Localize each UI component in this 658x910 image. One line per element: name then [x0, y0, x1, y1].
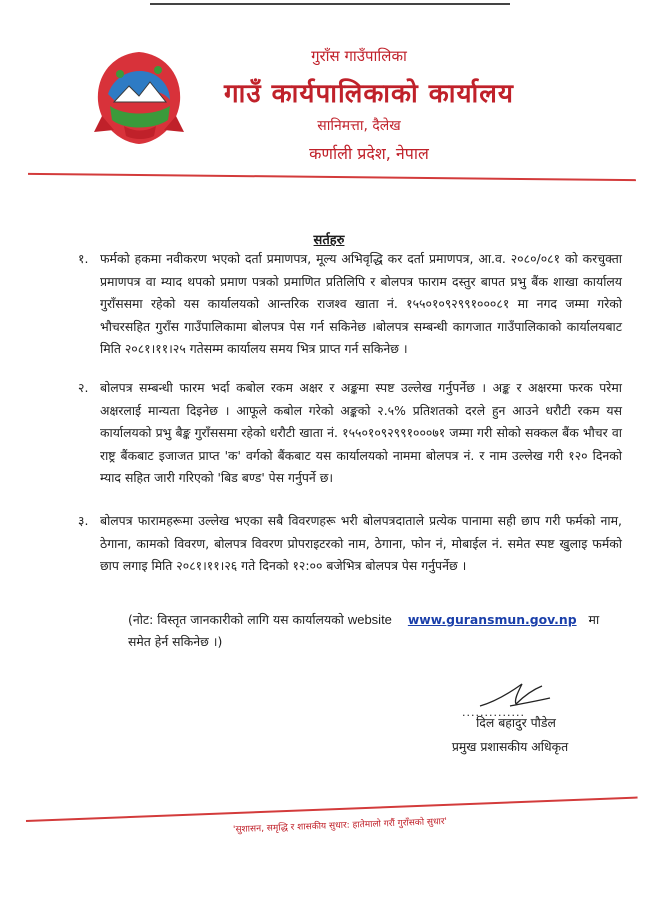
signature-line: .............. — [462, 706, 525, 719]
office-title: गाउँ कार्यपालिकाको कार्यालय — [224, 79, 514, 109]
note-suffix: मा समेत हेर्न सकिनेछ ।) — [128, 612, 600, 649]
condition-text: फर्मको हकमा नवीकरण भएको दर्ता प्रमाणपत्र, मूल्य अभिवृद्धि कर दर्ता प्रमाणपत्र, आ.व. २०८०/०८१ को करचुक्ता प्रमाणपत्र वा म्याद थपको प्रमाण पत्रको प्रमाणित प्रतिलिपि र बोलपत्र फाराम दस्तुर बापत प्रभु बैंक शाखा कार्यालय गुराँससमा रहेको यस कार्यालयको आन्तरिक राजश्व खाता नं. १५५०१०९२९९१०००८१ मा नगद जम्मा गरेको भौचरसहित गुराँस गाउँपालिकामा बोलपत्र पेस गर्न सकिनेछ ।बोलपत्र सम्बन्धी कागजात गाउँपालिकाको कार्यालयबाट मिति २०८१।११।२५ गतेसम्म कार्यालय समय भित्र प्राप्त गर्न सकिनेछ । — [100, 251, 622, 356]
condition-item — [78, 510, 622, 578]
top-border-line — [150, 3, 510, 5]
condition-text: बोलपत्र सम्बन्धी फारम भर्दा कबोल रकम अक्षर र अङ्कमा स्पष्ट उल्लेख गर्नुपर्नेछ । अङ्क र अक्षरमा फरक परेमा अक्षरलाई मान्यता दिइनेछ । आफूले कबोल गरेको अङ्कको २.५% प्रतिशतको दरले हुन आउने धरौटी रकम यस कार्यालयको प्रभु बैङ्क गुराँससमा रहेको धरौटी खाता नं. १५५०१०९२९९१०००७१ जम्मा गरी सोको सक्कल बैंक भौचर वा राष्ट्र बैंकबाट इजाजत प्राप्त 'क' वर्गको बैंकबाट यस कार्यालयको नाममा बोलपत्र नं. र नाम उल्लेख गरी १२० दिनको म्याद सहित जारी गरिएको 'बिड बण्ड' पेस गर्नुपर्ने छ। — [100, 380, 622, 485]
municipality-name: गुराँस गाउँपालिका — [311, 47, 407, 65]
condition-number: २. — [78, 380, 89, 395]
condition-item — [78, 248, 622, 361]
condition-number: १. — [78, 251, 89, 266]
note-website-word: website — [347, 612, 392, 627]
condition-item — [78, 377, 622, 490]
condition-number: ३. — [78, 513, 89, 528]
condition-text: बोलपत्र फारामहरूमा उल्लेख भएका सबै विवरणहरू भरी बोलपत्रदाताले प्रत्येक पानामा सही छाप गरी फर्मको नाम, ठेगाना, कामको विवरण, बोलपत्र विवरण प्रोपराइटरको नाम, ठेगाना, फोन नं, मोबाईल नं. समेत स्पष्ट खुलाइ फर्मको छाप लगाइ मिति २०८१।११।२६ गते दिनको १२:०० बजेभित्र बोलपत्र पेस गर्नुपर्नेछ । — [100, 513, 622, 573]
website-link[interactable]: www.guransmun.gov.np — [407, 612, 577, 627]
province-country: कर्णाली प्रदेश, नेपाल — [309, 144, 429, 163]
note-prefix: (नोट: विस्तृत जानकारीको लागि यस कार्यालयको — [128, 612, 344, 627]
header-divider — [28, 173, 636, 181]
footer-slogan: 'सुशासन, समृद्धि र शासकीय सुधार: हातेमालो गरौं गुराँसको सुधार' — [232, 816, 448, 836]
signatory-name: दिल बहादुर पौडेल — [476, 715, 556, 730]
signatory-title: प्रमुख प्रशासकीय अधिकृत — [451, 739, 569, 754]
office-location: सानिमत्ता, दैलेख — [317, 118, 401, 134]
section-title: सर्तहरु — [313, 233, 345, 248]
note — [128, 609, 618, 653]
